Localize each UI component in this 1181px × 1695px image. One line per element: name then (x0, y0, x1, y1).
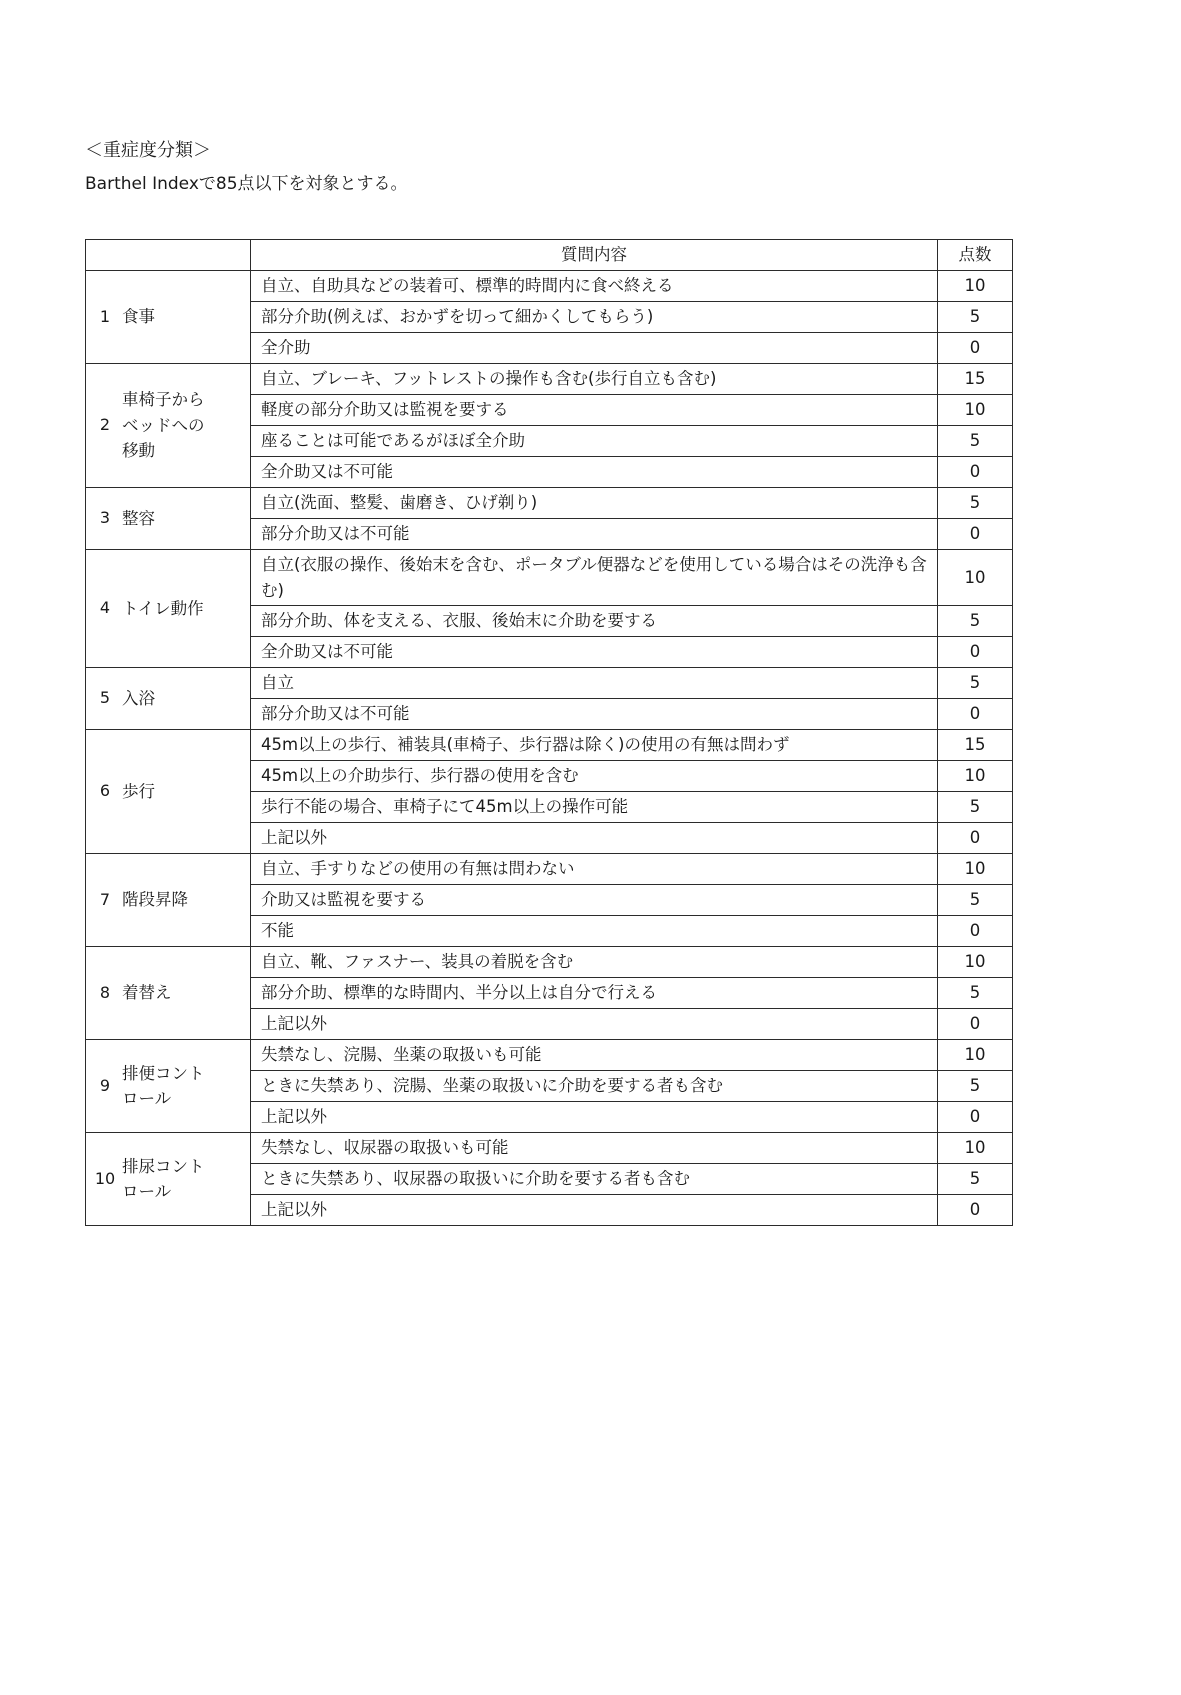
table-row (86, 947, 1013, 978)
table-row (86, 854, 1013, 885)
question-cell: ときに失禁あり、収尿器の取扱いに介助を要する者も含む (251, 1164, 938, 1195)
category-number: 3 (99, 508, 111, 528)
score-cell: 5 (938, 1071, 1013, 1102)
category-cell (86, 1040, 251, 1133)
category-cell (86, 730, 251, 854)
score-cell: 0 (938, 518, 1013, 549)
category-label: 着替え (122, 983, 172, 1003)
category-label: 排尿コントロール (122, 1156, 205, 1202)
question-cell: 自立(衣服の操作、後始末を含む、ポータブル便器などを使用している場合はその洗浄も含む) (251, 549, 938, 605)
score-cell: 5 (938, 1164, 1013, 1195)
category-label: 排便コントロール (122, 1063, 205, 1109)
score-cell: 15 (938, 363, 1013, 394)
category-cell (86, 947, 251, 1040)
score-cell: 5 (938, 606, 1013, 637)
score-cell: 5 (938, 301, 1013, 332)
score-cell: 10 (938, 1133, 1013, 1164)
question-cell: 45m以上の介助歩行、歩行器の使用を含む (251, 761, 938, 792)
table-row (86, 549, 1013, 605)
question-cell: 自立、自助具などの装着可、標準的時間内に食べ終える (251, 270, 938, 301)
question-cell: 上記以外 (251, 1009, 938, 1040)
category-label: 整容 (122, 508, 155, 528)
table-row (86, 668, 1013, 699)
question-cell: 軽度の部分介助又は監視を要する (251, 394, 938, 425)
category-cell (86, 668, 251, 730)
question-cell: 部分介助(例えば、おかずを切って細かくしてもらう) (251, 301, 938, 332)
question-cell: 部分介助、体を支える、衣服、後始末に介助を要する (251, 606, 938, 637)
page-subtitle: Barthel Indexで85点以下を対象とする。 (85, 174, 408, 195)
score-cell: 10 (938, 1040, 1013, 1071)
score-cell: 0 (938, 916, 1013, 947)
category-number: 1 (99, 306, 111, 326)
category-label: 歩行 (122, 781, 155, 801)
question-cell: 失禁なし、収尿器の取扱いも可能 (251, 1133, 938, 1164)
score-cell: 0 (938, 1102, 1013, 1133)
category-number: 5 (99, 688, 111, 708)
question-cell: 部分介助又は不可能 (251, 518, 938, 549)
score-cell: 0 (938, 456, 1013, 487)
question-cell: 部分介助、標準的な時間内、半分以上は自分で行える (251, 978, 938, 1009)
question-cell: 上記以外 (251, 1195, 938, 1226)
score-cell: 10 (938, 947, 1013, 978)
score-cell: 0 (938, 637, 1013, 668)
question-cell: 全介助又は不可能 (251, 456, 938, 487)
table-row (86, 487, 1013, 518)
score-cell: 5 (938, 885, 1013, 916)
table-row (86, 1133, 1013, 1164)
header-question: 質問内容 (251, 239, 938, 270)
barthel-index-table (85, 239, 1013, 1226)
category-cell (86, 854, 251, 947)
score-cell: 0 (938, 823, 1013, 854)
score-cell: 0 (938, 332, 1013, 363)
score-cell: 5 (938, 978, 1013, 1009)
category-label: 食事 (122, 307, 155, 327)
score-cell: 5 (938, 425, 1013, 456)
question-cell: 45m以上の歩行、補装具(車椅子、歩行器は除く)の使用の有無は問わず (251, 730, 938, 761)
question-cell: 全介助又は不可能 (251, 637, 938, 668)
table-row (86, 270, 1013, 301)
table-row (86, 1040, 1013, 1071)
category-cell (86, 549, 251, 667)
score-cell: 10 (938, 270, 1013, 301)
question-cell: 自立、靴、ファスナー、装具の着脱を含む (251, 947, 938, 978)
category-label: 車椅子からベッドへの移動 (122, 390, 205, 461)
category-number: 6 (99, 781, 111, 801)
category-number: 7 (99, 889, 111, 909)
table-row (86, 363, 1013, 394)
score-cell: 10 (938, 549, 1013, 605)
score-cell: 10 (938, 761, 1013, 792)
question-cell: 上記以外 (251, 1102, 938, 1133)
question-cell: 自立(洗面、整髪、歯磨き、ひげ剃り) (251, 487, 938, 518)
category-number: 9 (99, 1075, 111, 1095)
question-cell: 自立、ブレーキ、フットレストの操作も含む(歩行自立も含む) (251, 363, 938, 394)
page-title: ＜重症度分類＞ (85, 140, 211, 161)
score-cell: 5 (938, 487, 1013, 518)
score-cell: 10 (938, 394, 1013, 425)
category-number: 4 (99, 598, 111, 618)
header-empty-cell (86, 239, 251, 270)
table-header-row (86, 239, 1013, 270)
category-label: 階段昇降 (122, 890, 188, 910)
category-number: 10 (94, 1168, 116, 1188)
question-cell: 自立、手すりなどの使用の有無は問わない (251, 854, 938, 885)
score-cell: 0 (938, 1195, 1013, 1226)
score-cell: 10 (938, 854, 1013, 885)
table-row (86, 730, 1013, 761)
question-cell: 失禁なし、浣腸、坐薬の取扱いも可能 (251, 1040, 938, 1071)
score-cell: 15 (938, 730, 1013, 761)
score-cell: 0 (938, 1009, 1013, 1040)
category-label: 入浴 (122, 688, 155, 708)
category-cell (86, 270, 251, 363)
question-cell: 介助又は監視を要する (251, 885, 938, 916)
category-number: 2 (99, 415, 111, 435)
question-cell: 部分介助又は不可能 (251, 699, 938, 730)
header-score: 点数 (938, 239, 1013, 270)
category-label: トイレ動作 (122, 598, 204, 618)
category-cell (86, 363, 251, 487)
question-cell: 自立 (251, 668, 938, 699)
barthel-table-body (86, 270, 1013, 1225)
question-cell: 上記以外 (251, 823, 938, 854)
question-cell: 座ることは可能であるがほぼ全介助 (251, 425, 938, 456)
score-cell: 5 (938, 668, 1013, 699)
score-cell: 5 (938, 792, 1013, 823)
category-cell (86, 1133, 251, 1226)
question-cell: 不能 (251, 916, 938, 947)
category-cell (86, 487, 251, 549)
category-number: 8 (99, 982, 111, 1002)
question-cell: 歩行不能の場合、車椅子にて45m以上の操作可能 (251, 792, 938, 823)
question-cell: 全介助 (251, 332, 938, 363)
score-cell: 0 (938, 699, 1013, 730)
question-cell: ときに失禁あり、浣腸、坐薬の取扱いに介助を要する者も含む (251, 1071, 938, 1102)
